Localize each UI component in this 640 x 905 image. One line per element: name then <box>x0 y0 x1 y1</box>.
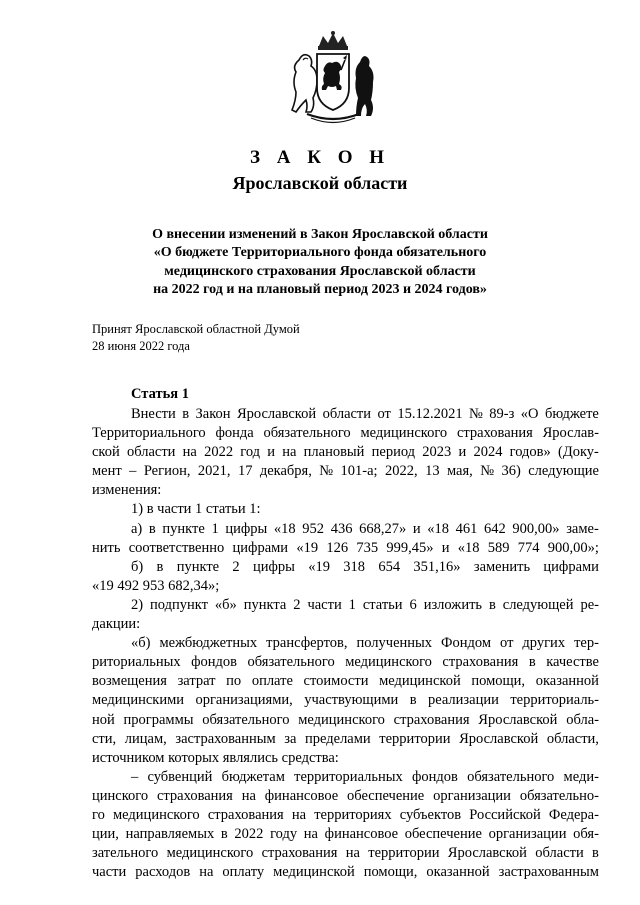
document-region: Ярославской области <box>232 173 408 193</box>
article-line: Территориального фонда обязательного медицинского страхования Ярослав- <box>92 425 599 442</box>
article-line: б) в пункте 2 цифры «19 318 654 351,16» заменить цифрами <box>131 558 599 575</box>
article-line: части расходов на оплату медицинской помощи, оказанной застрахованным <box>92 864 599 881</box>
article-line: 1) в части 1 статьи 1: <box>131 501 261 518</box>
yaroslavl-region-coat-of-arms-icon <box>291 30 375 126</box>
adoption-body: Принят Ярославской областной Думой <box>92 322 300 336</box>
document-title: З А К О Н <box>249 147 391 168</box>
article-line: Внести в Закон Ярославской области от 15.12.2021 № 89-з «О бюджете <box>131 406 599 422</box>
article-line: «б) межбюджетных трансфертов, полученных Фондом от других тер- <box>131 635 599 652</box>
article-line: ции, направляемых в 2022 году на финансовое обеспечение организации обя- <box>92 826 599 843</box>
article-line: го медицинского страхования на территориях субъектов Российской Федера- <box>92 806 599 823</box>
article-line: возмещения затрат по оплате стоимости медицинской помощи, оказанной <box>92 673 599 690</box>
article-line: – субвенций бюджетам территориальных фондов обязательного меди- <box>131 768 599 785</box>
article-line: цинского страхования на финансовое обеспечение организации обязательно- <box>92 787 599 804</box>
law-subject-line: на 2022 год и на плановый период 2023 и 2024 годов» <box>153 281 487 297</box>
article-line: 2) подпункт «б» пункта 2 части 1 статьи 6 изложить в следующей ре- <box>131 596 599 613</box>
article-line: дакции: <box>92 616 141 633</box>
law-subject-line: «О бюджете Территориального фонда обязательного <box>153 245 487 261</box>
article-line: источником которых являлись средства: <box>92 749 339 766</box>
article-line: мент – Регион, 2021, 17 декабря, № 101-а; 2022, 13 мая, № 36) следующие <box>92 463 599 480</box>
article-line: «19 492 953 682,34»; <box>92 577 220 594</box>
article-line: медицинскими организациями, участвующими в реализации территориаль- <box>92 692 599 709</box>
law-subject-line: медицинского страхования Ярославской области <box>164 263 476 279</box>
adoption-note <box>92 321 300 355</box>
law-subject-line: О внесении изменений в Закон Ярославской области <box>152 227 488 242</box>
adoption-date: 28 июня 2022 года <box>92 339 190 353</box>
law-subject <box>60 226 580 299</box>
article-line: ской области на 2022 год и на плановый период 2023 и 2024 годов» (Доку- <box>92 444 599 461</box>
article-line: риториальных фондов обязательного медицинского страхования в качестве <box>92 654 599 671</box>
article-line: изменения: <box>92 482 162 499</box>
article-line: сти, лицам, застрахованным за пределами территории Ярославской области, <box>92 730 599 747</box>
article-line: а) в пункте 1 цифры «18 952 436 668,27» и «18 461 642 900,00» заме- <box>131 520 599 537</box>
article-line: нить соответственно цифрами «19 126 735 999,45» и «18 589 774 900,00»; <box>92 539 599 556</box>
article-line: зательного медицинского страхования на территории Ярославской области в <box>92 845 599 862</box>
article-body <box>92 405 599 882</box>
article-line: ной программы обязательного медицинского страхования Ярославской обла- <box>92 711 599 728</box>
article-heading: Статья 1 <box>131 386 189 402</box>
